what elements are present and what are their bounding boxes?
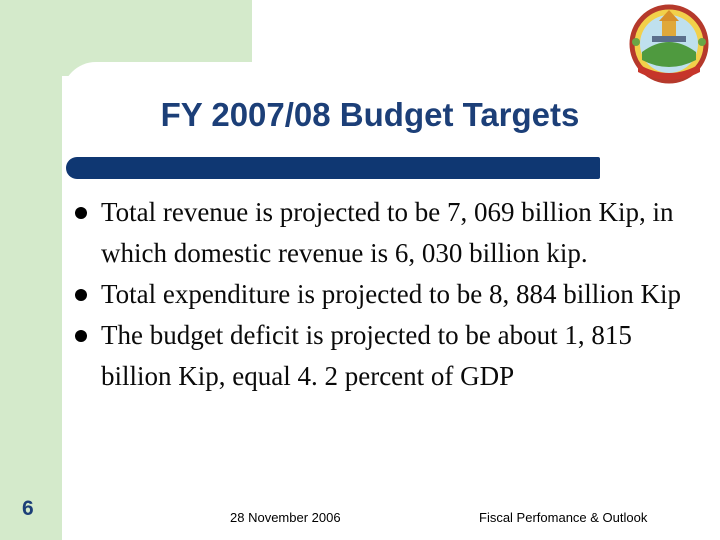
bullet-item-expenditure [75,274,695,315]
bullet-dot-icon [75,289,87,301]
footer-presentation-title: Fiscal Perfomance & Outlook [479,510,648,525]
title-underline-bar [66,157,600,179]
bullet-dot-icon [75,207,87,219]
bullet-text: Total revenue is projected to be 7, 069 billion Kip, in which domestic revenue is 6, 030 billion kip. [101,197,674,268]
national-emblem-icon [626,2,712,84]
footer-date: 28 November 2006 [230,510,341,525]
slide-number: 6 [22,497,34,520]
slide-title: FY 2007/08 Budget Targets [160,96,580,133]
bullet-list [75,192,695,397]
bullet-text: The budget deficit is projected to be about 1, 815 billion Kip, equal 4. 2 percent of GDP [101,320,632,391]
bullet-text: Total expenditure is projected to be 8, 884 billion Kip [101,279,681,309]
bullet-item-deficit [75,315,695,397]
bullet-item-revenue [75,192,695,274]
bullet-dot-icon [75,330,87,342]
decorative-green-strip [0,0,62,540]
